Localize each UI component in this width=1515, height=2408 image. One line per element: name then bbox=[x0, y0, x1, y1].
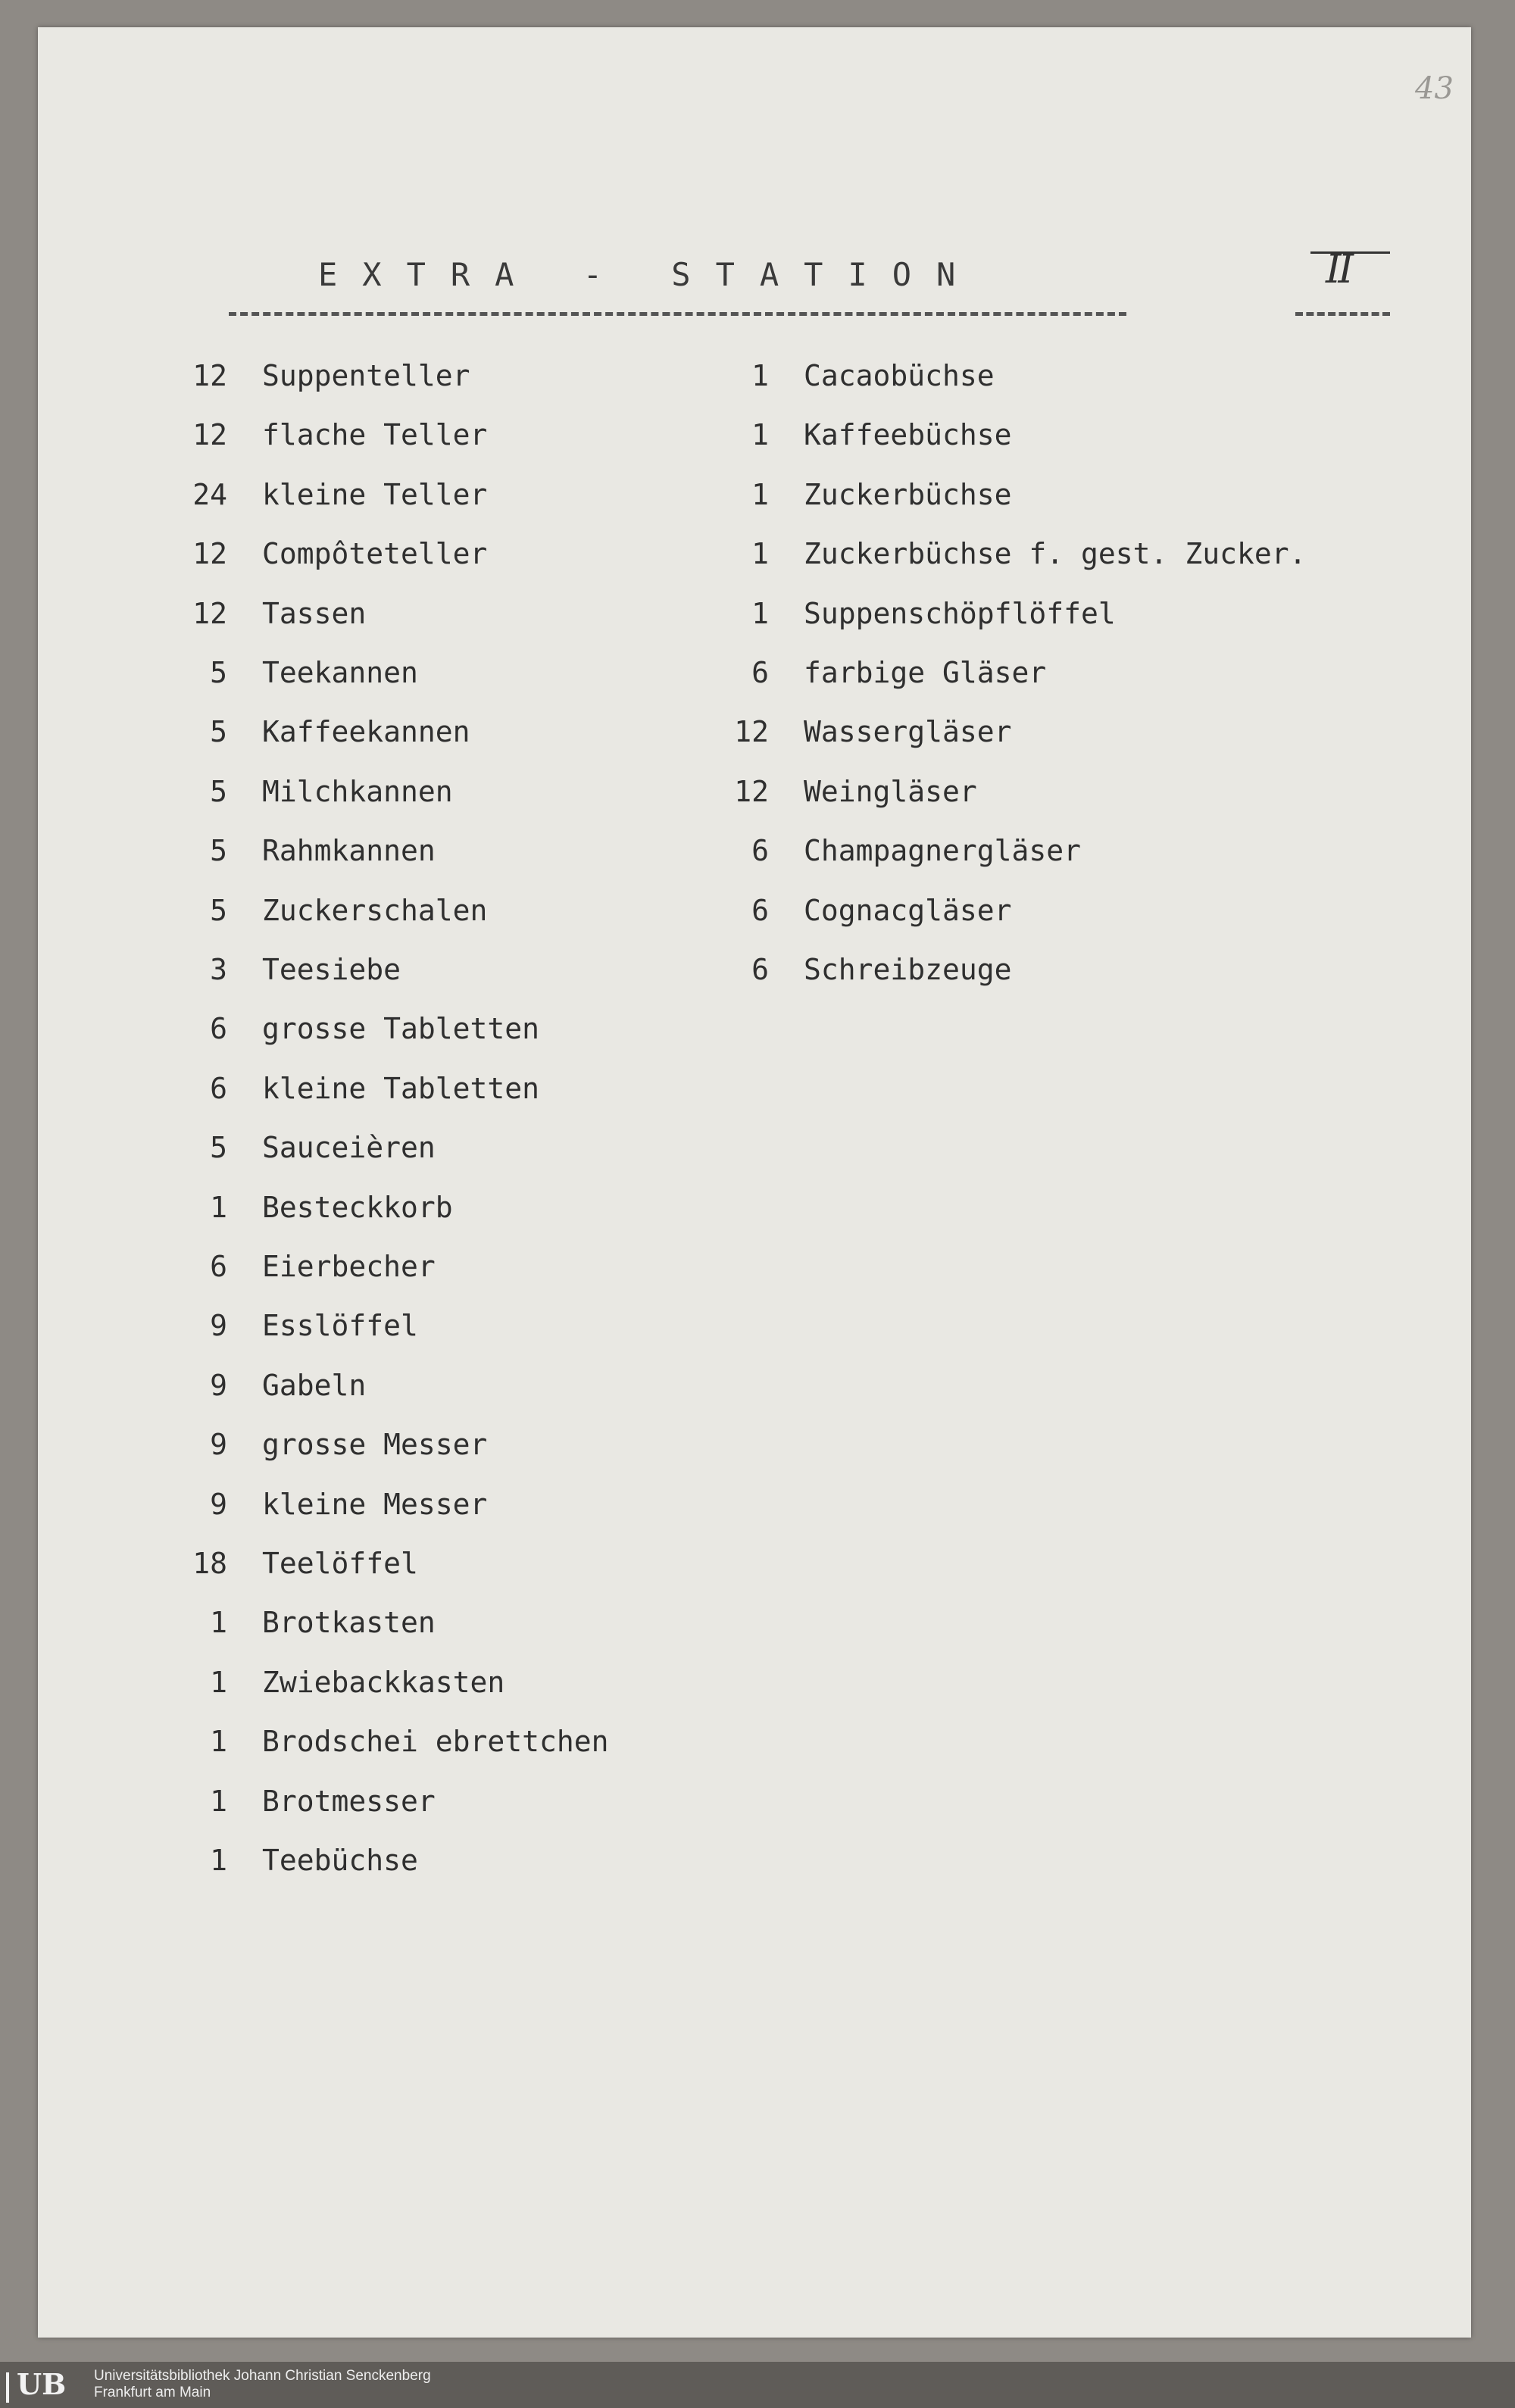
item-name: grosse Tabletten bbox=[262, 1012, 540, 1046]
title-underline bbox=[229, 312, 1126, 316]
item-quantity: 6 bbox=[751, 893, 769, 927]
item-name: Cognacgläser bbox=[804, 893, 1012, 927]
inventory-row bbox=[189, 1780, 436, 1822]
inventory-row bbox=[731, 473, 1012, 516]
inventory-row bbox=[731, 770, 977, 813]
item-quantity: 6 bbox=[751, 953, 769, 986]
item-name: Kaffeekannen bbox=[262, 715, 470, 749]
inventory-row bbox=[189, 1661, 504, 1704]
item-name: kleine Messer bbox=[262, 1487, 488, 1521]
item-quantity: 9 bbox=[210, 1368, 227, 1402]
item-quantity: 24 bbox=[192, 477, 227, 511]
inventory-row bbox=[189, 1542, 418, 1585]
item-quantity: 12 bbox=[734, 715, 769, 749]
inventory-row bbox=[189, 1483, 487, 1526]
inventory-row bbox=[189, 354, 470, 397]
item-quantity: 1 bbox=[751, 537, 769, 571]
item-quantity: 18 bbox=[192, 1547, 227, 1580]
inventory-row bbox=[731, 354, 995, 397]
item-quantity: 5 bbox=[210, 834, 227, 868]
library-city: Frankfurt am Main bbox=[94, 2385, 211, 2400]
inventory-row bbox=[731, 711, 1012, 753]
item-name: Zwiebackkasten bbox=[262, 1665, 505, 1699]
inventory-row bbox=[189, 1304, 418, 1347]
item-quantity: 1 bbox=[210, 1606, 227, 1640]
footer-bar bbox=[0, 2362, 1515, 2408]
item-quantity: 1 bbox=[210, 1665, 227, 1699]
inventory-row bbox=[189, 1839, 418, 1882]
item-name: Teebüchse bbox=[262, 1844, 418, 1877]
item-quantity: 5 bbox=[210, 1131, 227, 1165]
item-quantity: 5 bbox=[210, 893, 227, 927]
inventory-row bbox=[189, 1067, 539, 1110]
item-quantity: 12 bbox=[192, 596, 227, 630]
inventory-row bbox=[189, 1364, 366, 1407]
inventory-row bbox=[189, 1186, 453, 1229]
page-number: 43 bbox=[1415, 71, 1454, 106]
item-name: Champagnergläser bbox=[804, 834, 1082, 868]
inventory-row bbox=[731, 829, 1081, 872]
inventory-row bbox=[189, 889, 487, 932]
inventory-row bbox=[731, 651, 1046, 694]
item-name: flache Teller bbox=[262, 418, 488, 452]
item-name: Gabeln bbox=[262, 1368, 367, 1402]
item-name: Kaffeebüchse bbox=[804, 418, 1012, 452]
item-name: Compôteteller bbox=[262, 537, 488, 571]
item-name: Rahmkannen bbox=[262, 834, 436, 868]
item-name: Teelöffel bbox=[262, 1547, 418, 1580]
document-page bbox=[38, 27, 1471, 2338]
inventory-row bbox=[189, 1126, 436, 1169]
item-quantity: 3 bbox=[210, 953, 227, 986]
item-quantity: 9 bbox=[210, 1428, 227, 1462]
inventory-row bbox=[189, 1423, 487, 1466]
item-name: Weingläser bbox=[804, 774, 977, 808]
item-name: kleine Teller bbox=[262, 477, 488, 511]
item-name: Cacaobüchse bbox=[804, 359, 995, 392]
item-name: Zuckerschalen bbox=[262, 893, 488, 927]
item-name: Tassen bbox=[262, 596, 367, 630]
page-title: EXTRA - STATION bbox=[318, 256, 981, 293]
item-name: Brotmesser bbox=[262, 1784, 436, 1818]
inventory-row bbox=[189, 1601, 436, 1644]
item-quantity: 1 bbox=[210, 1784, 227, 1818]
inventory-row bbox=[189, 829, 436, 872]
inventory-row bbox=[731, 948, 1012, 991]
item-quantity: 6 bbox=[210, 1071, 227, 1105]
item-quantity: 1 bbox=[751, 418, 769, 452]
library-credit bbox=[94, 2368, 431, 2401]
section-mark-underline bbox=[1295, 312, 1390, 316]
item-name: Esslöffel bbox=[262, 1309, 418, 1343]
item-name: kleine Tabletten bbox=[262, 1071, 540, 1105]
item-quantity: 1 bbox=[210, 1190, 227, 1224]
item-quantity: 5 bbox=[210, 656, 227, 689]
item-name: Milchkannen bbox=[262, 774, 453, 808]
item-name: Zuckerbüchse f. gest. Zucker. bbox=[804, 537, 1307, 571]
item-quantity: 1 bbox=[751, 359, 769, 392]
item-quantity: 1 bbox=[751, 596, 769, 630]
item-name: Teesiebe bbox=[262, 953, 401, 986]
item-quantity: 1 bbox=[751, 477, 769, 511]
inventory-row bbox=[189, 533, 487, 575]
inventory-row bbox=[189, 473, 487, 516]
inventory-row bbox=[189, 1720, 609, 1763]
item-name: Brodschei ebrettchen bbox=[262, 1725, 609, 1759]
inventory-row bbox=[189, 1245, 436, 1288]
item-name: Wassergläser bbox=[804, 715, 1012, 749]
item-quantity: 1 bbox=[210, 1725, 227, 1759]
item-quantity: 12 bbox=[192, 359, 227, 392]
inventory-row bbox=[189, 1007, 539, 1050]
item-quantity: 12 bbox=[192, 418, 227, 452]
item-quantity: 1 bbox=[210, 1844, 227, 1877]
item-name: Schreibzeuge bbox=[804, 953, 1012, 986]
item-name: grosse Messer bbox=[262, 1428, 488, 1462]
inventory-row bbox=[189, 414, 487, 456]
item-name: Teekannen bbox=[262, 656, 418, 689]
library-name: Universitätsbibliothek Johann Christian Senckenberg bbox=[94, 2368, 431, 2384]
item-name: Eierbecher bbox=[262, 1250, 436, 1283]
inventory-row bbox=[189, 770, 453, 813]
item-quantity: 6 bbox=[751, 834, 769, 868]
inventory-row bbox=[731, 889, 1012, 932]
library-logo: UB bbox=[6, 2368, 82, 2401]
item-name: Brotkasten bbox=[262, 1606, 436, 1640]
inventory-row bbox=[189, 711, 470, 753]
item-name: Besteckkorb bbox=[262, 1190, 453, 1224]
item-quantity: 12 bbox=[192, 537, 227, 571]
inventory-row bbox=[189, 592, 366, 635]
item-name: farbige Gläser bbox=[804, 656, 1047, 689]
item-name: Suppenschöpflöffel bbox=[804, 596, 1116, 630]
inventory-row bbox=[731, 592, 1116, 635]
item-quantity: 9 bbox=[210, 1309, 227, 1343]
item-quantity: 6 bbox=[210, 1250, 227, 1283]
inventory-row bbox=[189, 651, 418, 694]
inventory-row bbox=[189, 948, 401, 991]
item-quantity: 5 bbox=[210, 715, 227, 749]
item-name: Suppenteller bbox=[262, 359, 470, 392]
item-quantity: 9 bbox=[210, 1487, 227, 1521]
item-quantity: 6 bbox=[751, 656, 769, 689]
item-name: Sauceièren bbox=[262, 1131, 436, 1165]
item-quantity: 6 bbox=[210, 1012, 227, 1046]
inventory-row bbox=[731, 533, 1306, 575]
item-name: Zuckerbüchse bbox=[804, 477, 1012, 511]
item-quantity: 5 bbox=[210, 774, 227, 808]
item-quantity: 12 bbox=[734, 774, 769, 808]
inventory-row bbox=[731, 414, 1012, 456]
section-mark: II bbox=[1326, 247, 1351, 292]
